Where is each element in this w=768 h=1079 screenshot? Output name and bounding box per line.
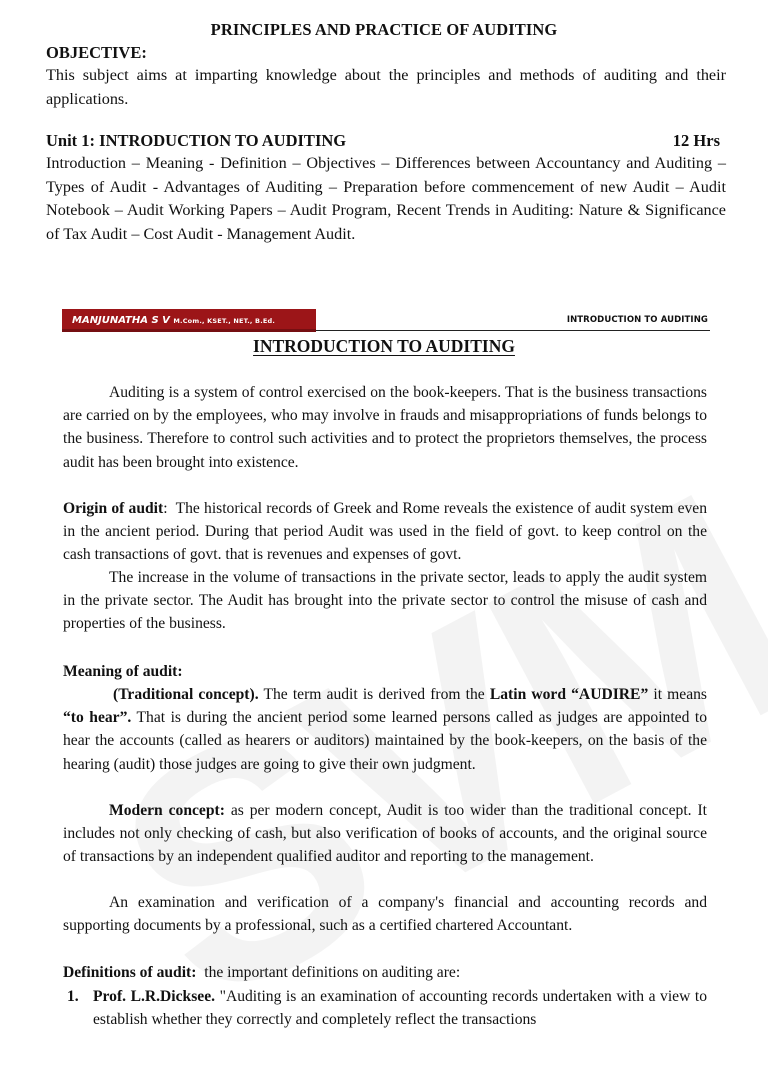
origin-paragraph: Origin of audit: The historical records of Greek and Rome reveals the existence of audit system even in the ancient period. During that period Audit was used in the field of govt. to keep control on the cash transactions of govt. that is revenues and expenses of govt. xyxy=(63,500,708,564)
unit-heading-row xyxy=(46,129,726,152)
definitions-intro xyxy=(63,961,707,984)
modern-paragraph xyxy=(63,799,707,869)
objective-text: This subject aims at imparting knowledge about the principles and methods of auditing and their applications. xyxy=(46,66,726,108)
intro-paragraph: Auditing is a system of control exercised on the book-keepers. That is the business transactions are carried on by the employees, who may involve in frauds and misappropriations of funds belongs to the business. Therefore to control such activities and to protect the proprietors themselves, the process audit has been brought into existence. xyxy=(63,384,707,471)
unit-topics: Introduction – Meaning - Definition – Objectives – Differences between Accountancy and Auditing – Types of Audit - Advantages of Auditing – Preparation before commencement of new Audit – Audit Notebook – Audit Working Papers – Audit Program, Recent Trends in Auditing: Nature & Significance of Tax Audit – Cost Audit - Management Audit. xyxy=(46,154,726,243)
definition-text: "Auditing is an examination of accounting records undertaken with a view to establish whether they correctly and completely reflect the transactions xyxy=(93,988,707,1029)
section-title: INTRODUCTION TO AUDITING xyxy=(253,336,515,356)
origin-label: Origin of audit xyxy=(63,500,164,517)
objective-heading: OBJECTIVE: xyxy=(46,43,147,62)
traditional-text-3: That is during the ancient period some learned persons called as judges are appointed to hear the accounts (called as hearers or auditors) maintained by the book-keepers, on the basis of the hearing (audit) those judges are going to give their own judgment. xyxy=(63,709,708,773)
unit-section xyxy=(46,129,726,246)
origin-paragraph-2: The increase in the volume of transactions in the private sector, leads to apply the audit system in the private sector. The Audit has brought into the private sector to control the misuse of cash and properties of the business. xyxy=(63,569,707,633)
unit-hours: 12 Hrs xyxy=(672,131,720,150)
definition-number: 1. xyxy=(67,988,79,1005)
header-rule xyxy=(316,330,710,331)
traditional-text-1: The term audit is derived from the xyxy=(263,686,485,703)
author-banner xyxy=(62,309,316,332)
definition-author: Prof. L.R.Dicksee. xyxy=(93,988,216,1005)
definitions-label: Definitions of audit: xyxy=(63,964,197,981)
traditional-paragraph xyxy=(63,683,707,776)
author-name: MANJUNATHA S V xyxy=(72,315,170,326)
author-credentials: M.Com., KSET., NET., B.Ed. xyxy=(173,317,276,325)
document-title: PRINCIPLES AND PRACTICE OF AUDITING xyxy=(210,20,558,39)
meaning-heading: Meaning of audit: xyxy=(63,663,183,680)
unit-title: Unit 1: INTRODUCTION TO AUDITING xyxy=(46,131,347,150)
modern-text: as per modern concept, Audit is too wider than the traditional concept. It includes not only checking of cash, but also verification of books of accounts, and the original source of transactions by an independent qualified auditor and reporting to the management. xyxy=(63,802,707,866)
definition-item-1 xyxy=(67,985,707,1031)
origin-text: The historical records of Greek and Rome reveals the existence of audit system even in the ancient period. During that period Audit was used in the field of govt. to keep control on the cash transactions of govt. that is revenues and expenses of govt. xyxy=(63,500,708,564)
traditional-label: (Traditional concept). xyxy=(113,686,259,703)
modern-label: Modern concept: xyxy=(109,802,225,819)
objective-section xyxy=(46,41,726,111)
examination-paragraph: An examination and verification of a company's financial and accounting records and supporting documents by a professional, such as a certified chartered Accountant. xyxy=(63,894,707,935)
to-hear: “to hear”. xyxy=(63,709,132,727)
latin-word: Latin word “AUDIRE” xyxy=(489,686,649,703)
definitions-text: the important definitions on auditing are: xyxy=(204,964,461,981)
chapter-header: INTRODUCTION TO AUDITING xyxy=(566,315,708,325)
traditional-text-2: it means xyxy=(653,686,707,703)
